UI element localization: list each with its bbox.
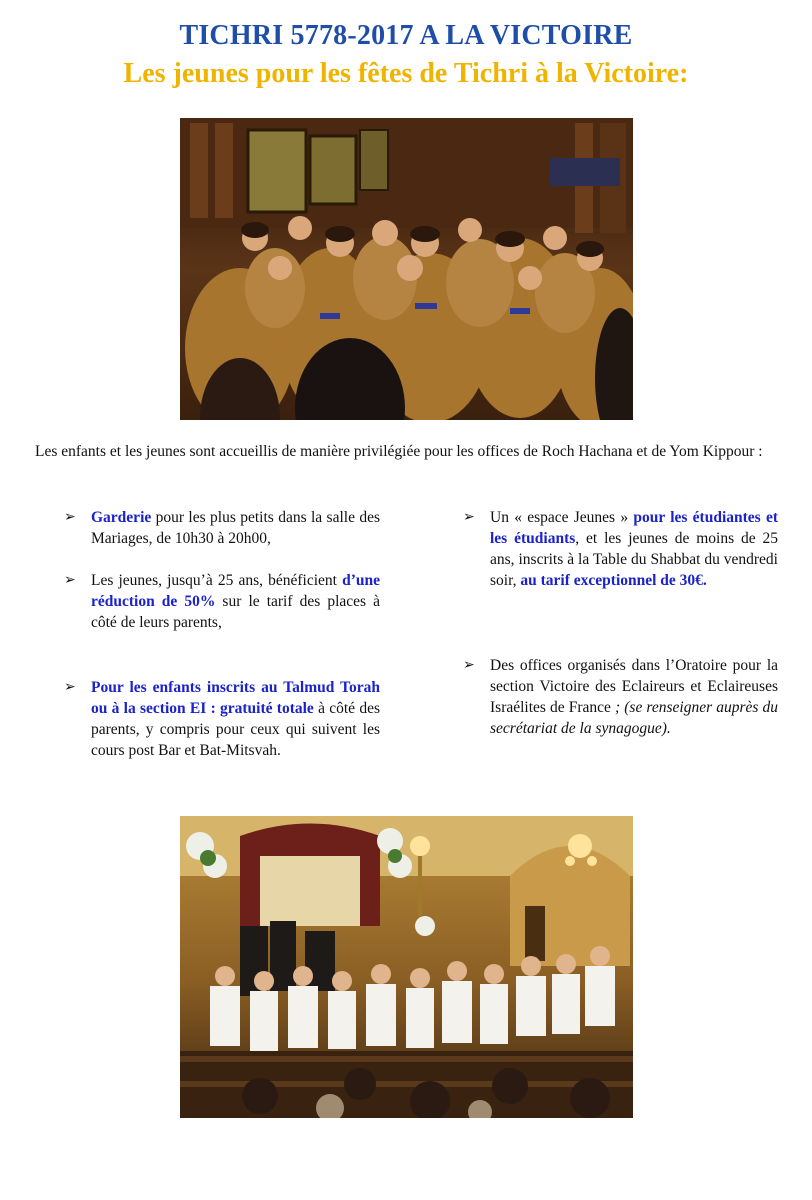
bullet-espace-jeunes <box>463 507 779 591</box>
bullet-talmud-torah <box>64 677 381 761</box>
arrow-bullet-icon: ➢ <box>64 509 76 525</box>
bullet-reduction <box>64 570 380 633</box>
oratoire-text: Des offices organisés dans l’Oratoire pour la section Victoire des Eclaireurs et Eclaireuses Israélites de France <box>490 657 778 716</box>
garderie-highlight: Garderie <box>91 509 152 526</box>
children-choir-photo <box>180 816 633 1118</box>
oratoire-italic: ; (se renseigner auprès du secrétariat de la synagogue). <box>490 699 778 737</box>
arrow-bullet-icon: ➢ <box>463 657 475 673</box>
arrow-bullet-icon: ➢ <box>463 509 475 525</box>
arrow-bullet-icon: ➢ <box>64 679 76 695</box>
reduction-text-before: Les jeunes, jusqu’à 25 ans, bénéficient <box>91 572 343 589</box>
bullet-oratoire <box>463 655 778 739</box>
garderie-text: pour les plus petits dans la salle des Mariages, de 10h30 à 20h00, <box>91 509 380 547</box>
intro-paragraph: Les enfants et les jeunes sont accueillis de manière privilégiée pour les offices de Roch Hachana et de Yom Kippour : <box>35 443 763 460</box>
espace-highlight: pour les étudiantes et les étudiants <box>490 509 778 547</box>
reduction-highlight: d’une réduction de 50% <box>91 572 380 610</box>
scouts-celebration-photo <box>180 118 633 420</box>
talmud-text: à côté des parents, y compris pour ceux qui suivent les cours post Bar et Bat-Mitsvah. <box>91 700 381 759</box>
reduction-text-after: sur le tarif des places à côté de leurs parents, <box>91 593 380 631</box>
espace-text-before: Un « espace Jeunes » <box>490 509 634 526</box>
espace-text-middle: , et les jeunes de moins de 25 ans, inscrits à la Table du Shabbat du vendredi soir, <box>490 530 779 589</box>
arrow-bullet-icon: ➢ <box>64 572 76 588</box>
bullet-garderie <box>64 507 380 549</box>
talmud-highlight: Pour les enfants inscrits au Talmud Torah ou à la section EI : gratuité totale <box>91 679 380 717</box>
espace-highlight-price: au tarif exceptionnel de 30€. <box>520 572 707 589</box>
page-title: TICHRI 5778-2017 A LA VICTOIRE <box>179 20 633 51</box>
page-subtitle: Les jeunes pour les fêtes de Tichri à la Victoire: <box>123 58 689 89</box>
